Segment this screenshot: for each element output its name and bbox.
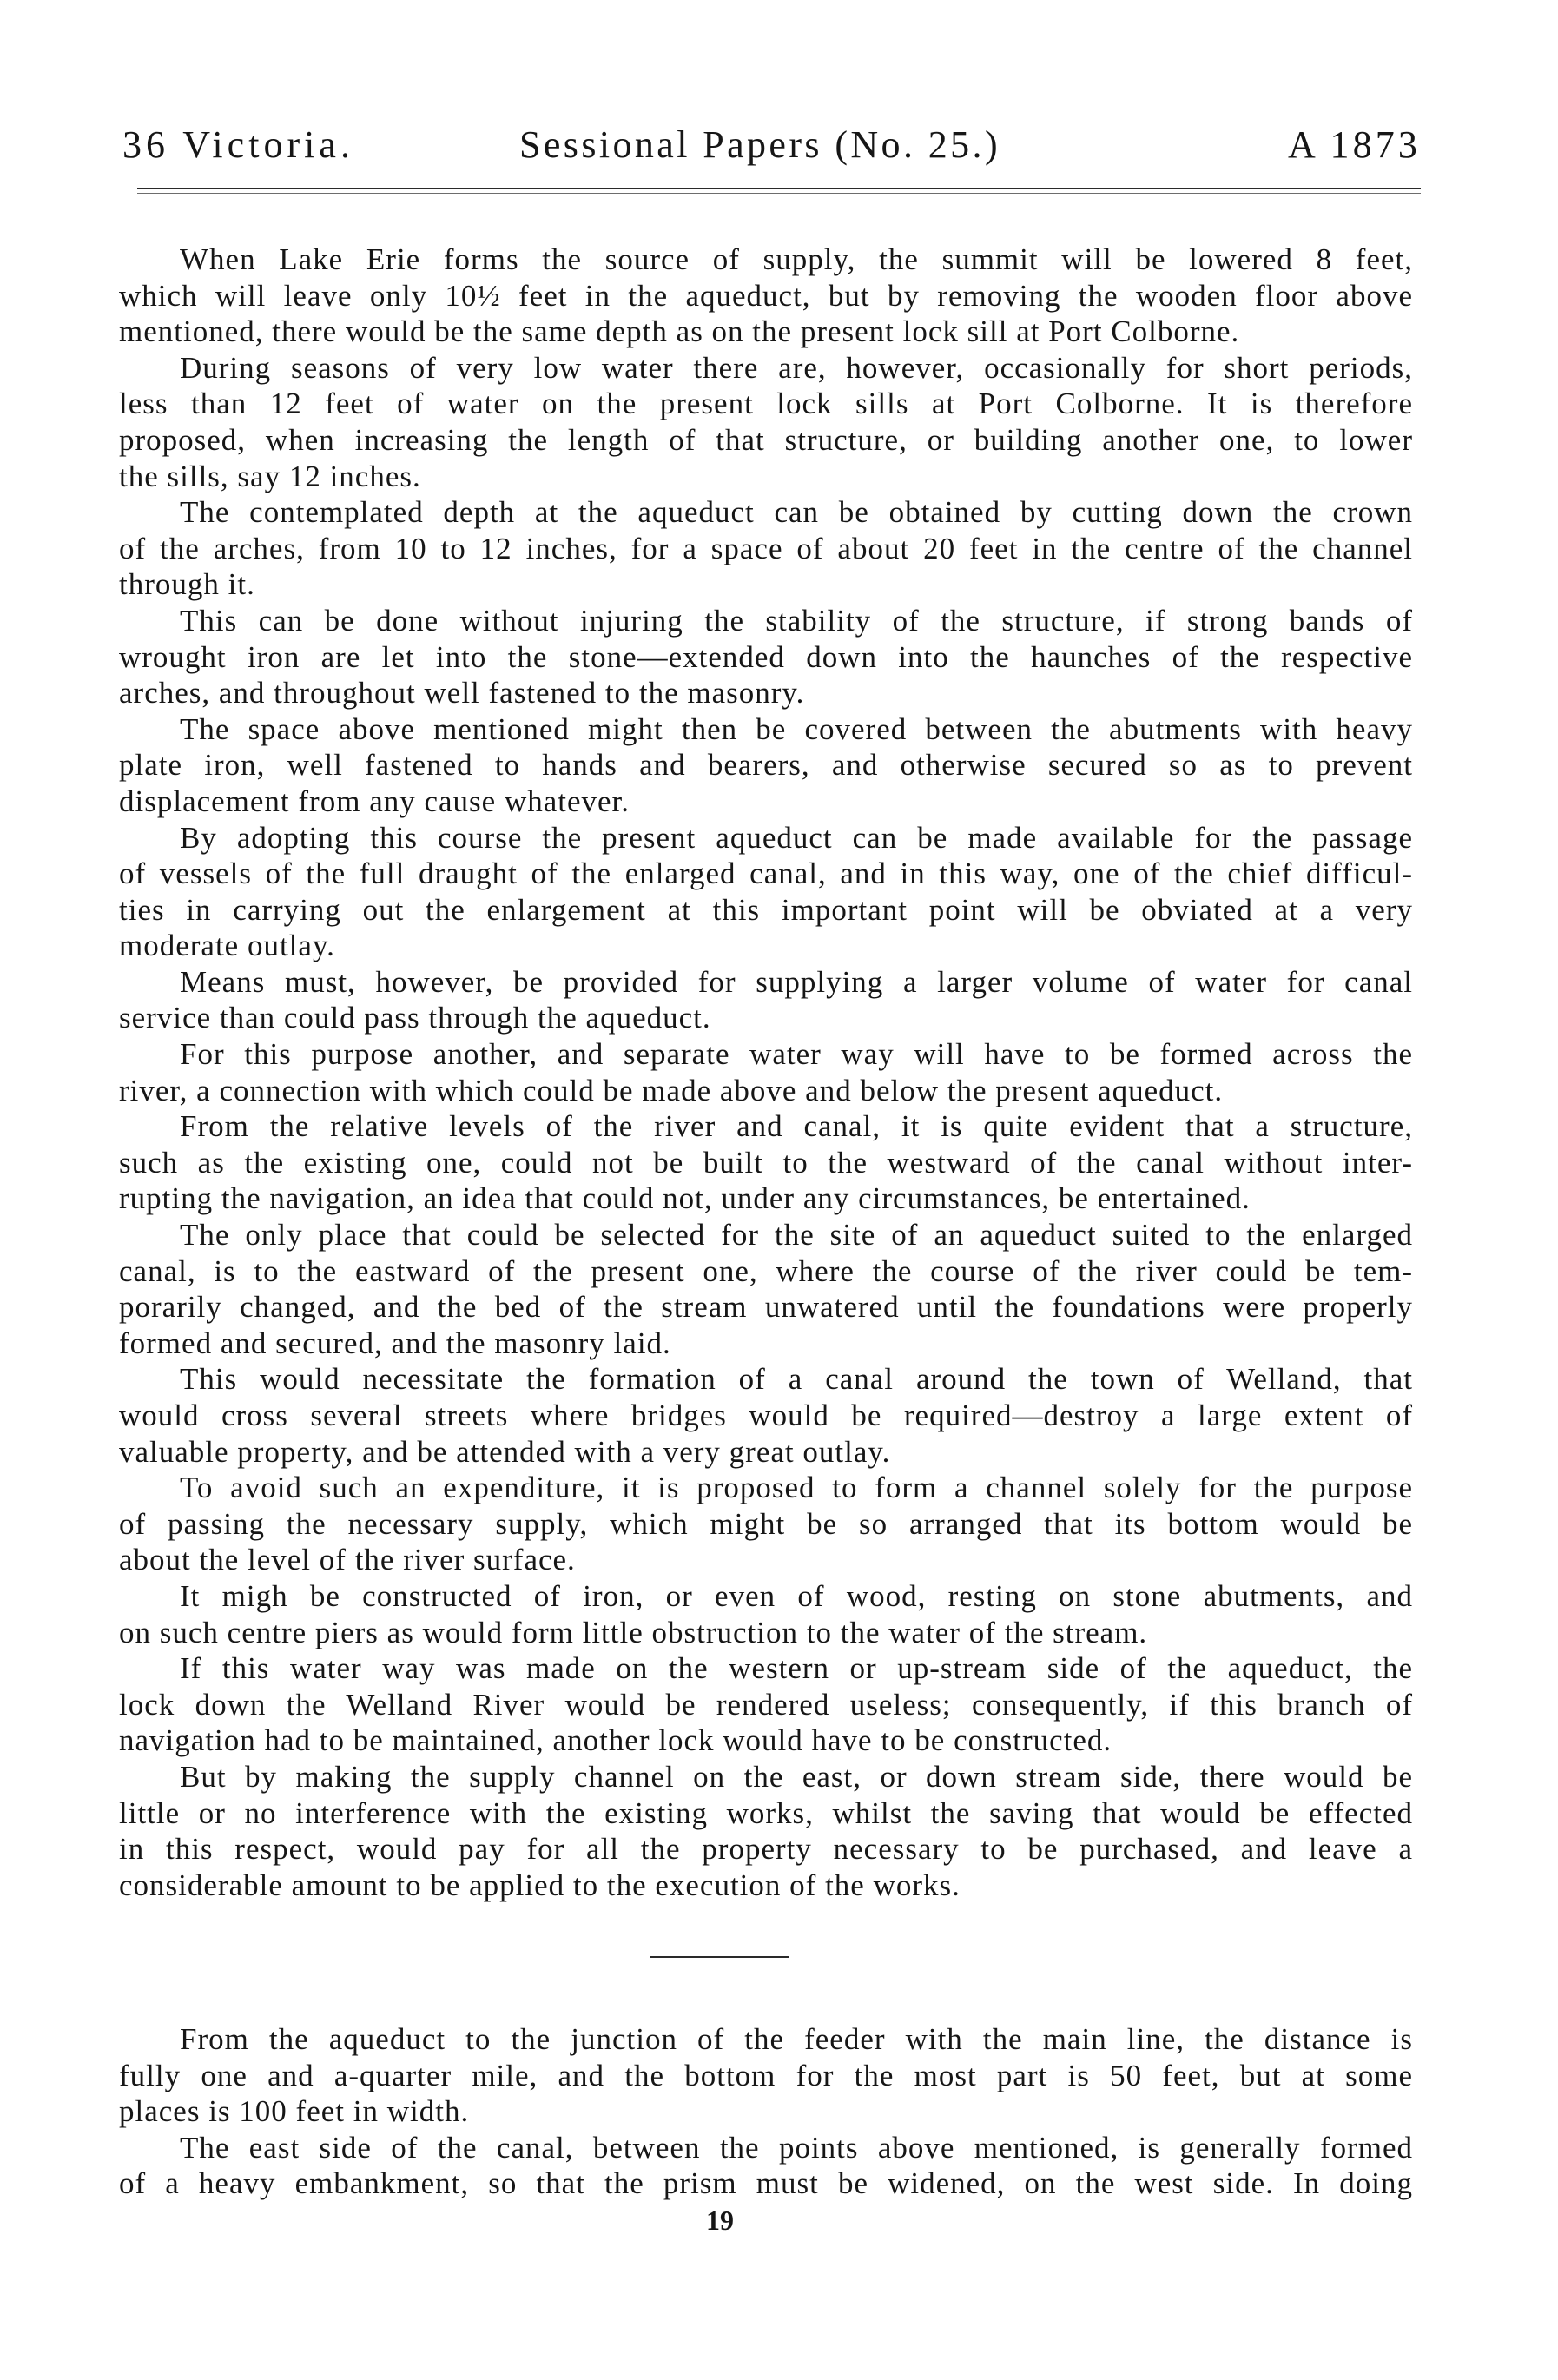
line-text: ties in carrying out the enlargement at this important point will be obviated at a very bbox=[119, 892, 1413, 927]
line-text: little or no interference with the existing works, whilst the saving that would be effected bbox=[119, 1795, 1413, 1830]
paragraph bbox=[119, 1217, 1413, 1361]
header-title: Sessional Papers (No. 25.) bbox=[519, 123, 1000, 166]
text-line bbox=[119, 856, 1413, 892]
paragraph bbox=[119, 350, 1413, 494]
line-text: river, a connection with which could be made above and below the present aqueduct. bbox=[119, 1073, 1224, 1107]
text-line bbox=[119, 1615, 1413, 1651]
line-text: This can be done without injuring the stability of the structure, if strong bands of bbox=[180, 603, 1413, 638]
line-text: If this water way was made on the western or up-stream side of the aqueduct, the bbox=[180, 1651, 1413, 1686]
line-text: But by making the supply channel on the east, or down stream side, there would be bbox=[180, 1759, 1413, 1794]
text-line bbox=[119, 1000, 1413, 1036]
line-text: plate iron, well fastened to hands and bearers, and otherwise secured so as to prevent bbox=[119, 748, 1413, 783]
line-text: of a heavy embankment, so that the prism must be widened, on the west side. In doing bbox=[119, 2166, 1413, 2201]
text-line bbox=[119, 2021, 1413, 2058]
line-text: in this respect, would pay for all the property necessary to be purchased, and leave a bbox=[119, 1832, 1413, 1867]
text-line bbox=[119, 2093, 1413, 2130]
text-line bbox=[119, 1470, 1413, 1506]
text-line bbox=[119, 350, 1413, 387]
header-session: 36 Victoria. bbox=[122, 123, 354, 166]
text-line bbox=[119, 1073, 1413, 1109]
text-line bbox=[119, 531, 1413, 567]
text-line bbox=[119, 1289, 1413, 1326]
line-text: service than could pass through the aqueduct. bbox=[119, 1001, 711, 1035]
text-line bbox=[119, 1398, 1413, 1434]
body-section-main bbox=[119, 241, 1413, 1903]
text-line bbox=[119, 1506, 1413, 1543]
text-line bbox=[119, 314, 1413, 350]
text-line bbox=[119, 1253, 1413, 1290]
line-text: arches, and throughout well fastened to the masonry. bbox=[119, 676, 805, 711]
paragraph bbox=[119, 2021, 1413, 2130]
line-text: The east side of the canal, between the points above mentioned, is generally formed bbox=[180, 2130, 1413, 2165]
text-line bbox=[119, 1145, 1413, 1181]
text-line bbox=[119, 892, 1413, 929]
line-text: From the relative levels of the river and canal, it is quite evident that a structure, bbox=[180, 1109, 1413, 1144]
line-text: During seasons of very low water there are, however, occasionally for short periods, bbox=[180, 350, 1413, 385]
line-text: Means must, however, be provided for supplying a larger volume of water for canal bbox=[180, 964, 1413, 999]
line-text: on such centre piers as would form little obstruction to the water of the stream. bbox=[119, 1615, 1148, 1649]
line-text: From the aqueduct to the junction of the feeder with the main line, the distance is bbox=[180, 2022, 1413, 2056]
text-line bbox=[119, 1217, 1413, 1253]
line-text: mentioned, there would be the same depth as on the present lock sill at Port Colborne. bbox=[119, 314, 1240, 349]
paragraph bbox=[119, 1578, 1413, 1650]
line-text: rupting the navigation, an idea that could not, under any circumstances, be entertained. bbox=[119, 1181, 1251, 1216]
text-line bbox=[119, 603, 1413, 639]
paragraph bbox=[119, 964, 1413, 1036]
line-text: For this purpose another, and separate water way will have to be formed across the bbox=[180, 1037, 1413, 1072]
text-line bbox=[119, 386, 1413, 422]
text-line bbox=[119, 2058, 1413, 2094]
text-line bbox=[119, 1650, 1413, 1687]
text-line bbox=[119, 1578, 1413, 1615]
line-text: about the level of the river surface. bbox=[119, 1543, 576, 1577]
line-text: By adopting this course the present aqueduct can be made available for the passage bbox=[180, 820, 1413, 855]
paragraph bbox=[119, 1036, 1413, 1108]
line-text: It migh be constructed of iron, or even of wood, resting on stone abutments, and bbox=[180, 1578, 1413, 1613]
text-line bbox=[119, 459, 1413, 495]
text-line bbox=[119, 1722, 1413, 1759]
paragraph bbox=[119, 603, 1413, 711]
text-line bbox=[119, 1542, 1413, 1578]
text-line bbox=[119, 422, 1413, 459]
line-text: through it. bbox=[119, 567, 255, 602]
line-text: such as the existing one, could not be built to the westward of the canal without inter- bbox=[119, 1145, 1413, 1180]
text-line bbox=[119, 675, 1413, 711]
text-line bbox=[119, 1759, 1413, 1795]
line-text: canal, is to the eastward of the present one, where the course of the river could be tem- bbox=[119, 1253, 1413, 1288]
header-title-box bbox=[519, 122, 1000, 169]
text-line bbox=[119, 241, 1413, 278]
line-text: moderate outlay. bbox=[119, 929, 335, 963]
line-text: The contemplated depth at the aqueduct can be obtained by cutting down the crown bbox=[180, 495, 1413, 530]
paragraph bbox=[119, 241, 1413, 350]
line-text: places is 100 feet in width. bbox=[119, 2094, 470, 2129]
line-text: considerable amount to be applied to the execution of the works. bbox=[119, 1868, 961, 1902]
header-year: A 1873 bbox=[1288, 123, 1421, 166]
paragraph bbox=[119, 1108, 1413, 1217]
line-text: porarily changed, and the bed of the stream unwatered until the foundations were properly bbox=[119, 1290, 1413, 1325]
line-text: This would necessitate the formation of a canal around the town of Welland, that bbox=[180, 1362, 1413, 1397]
text-line bbox=[119, 1036, 1413, 1073]
text-line bbox=[119, 1795, 1413, 1832]
text-line bbox=[119, 964, 1413, 1001]
line-text: The only place that could be selected for the site of an aqueduct suited to the enlarged bbox=[180, 1218, 1413, 1253]
text-line bbox=[119, 1434, 1413, 1471]
line-text: of vessels of the full draught of the enlarged canal, and in this way, one of the chief difficul- bbox=[119, 856, 1413, 891]
text-line bbox=[119, 1180, 1413, 1217]
line-text: lock down the Welland River would be rendered useless; consequently, if this branch of bbox=[119, 1687, 1413, 1722]
line-text: of passing the necessary supply, which might be so arranged that its bottom would be bbox=[119, 1506, 1413, 1541]
text-line bbox=[119, 639, 1413, 676]
line-text: When Lake Erie forms the source of supply, the summit will be lowered 8 feet, bbox=[180, 242, 1413, 276]
page-number bbox=[677, 2203, 763, 2238]
header-rule bbox=[137, 188, 1421, 194]
text-line bbox=[119, 2165, 1413, 2202]
text-line bbox=[119, 783, 1413, 820]
paragraph bbox=[119, 494, 1413, 603]
line-text: fully one and a-quarter mile, and the bottom for the most part is 50 feet, but at some bbox=[119, 2058, 1413, 2092]
line-text: displacement from any cause whatever. bbox=[119, 783, 630, 818]
text-line bbox=[119, 566, 1413, 603]
line-text: The space above mentioned might then be covered between the abutments with heavy bbox=[180, 711, 1413, 746]
line-text: would cross several streets where bridges would be required—destroy a large extent of bbox=[119, 1398, 1413, 1432]
text-line bbox=[119, 1108, 1413, 1145]
line-text: valuable property, and be attended with a very great outlay. bbox=[119, 1434, 891, 1469]
text-line bbox=[119, 1326, 1413, 1362]
paragraph bbox=[119, 2130, 1413, 2202]
header-session-box bbox=[122, 122, 354, 169]
line-text: formed and secured, and the masonry laid. bbox=[119, 1326, 671, 1360]
body-section-continued bbox=[119, 2021, 1413, 2202]
header-year-box bbox=[1288, 122, 1421, 169]
text-line bbox=[119, 747, 1413, 783]
paragraph bbox=[119, 1759, 1413, 1903]
page-number-text: 19 bbox=[706, 2205, 734, 2236]
line-text: the sills, say 12 inches. bbox=[119, 459, 421, 493]
text-line bbox=[119, 1868, 1413, 1904]
paragraph bbox=[119, 1650, 1413, 1759]
line-text: To avoid such an expenditure, it is proposed to form a channel solely for the purpose bbox=[180, 1471, 1413, 1505]
paragraph bbox=[119, 820, 1413, 964]
text-line bbox=[119, 1361, 1413, 1398]
line-text: which will leave only 10½ feet in the aqueduct, but by removing the wooden floor above bbox=[119, 278, 1413, 313]
line-text: wrought iron are let into the stone—extended down into the haunches of the respective bbox=[119, 639, 1413, 674]
text-line bbox=[119, 2130, 1413, 2166]
text-line bbox=[119, 494, 1413, 531]
text-line bbox=[119, 711, 1413, 748]
text-line bbox=[119, 1831, 1413, 1868]
text-line bbox=[119, 928, 1413, 964]
line-text: proposed, when increasing the length of that structure, or building another one, to lower bbox=[119, 422, 1413, 457]
section-separator-rule bbox=[650, 1956, 789, 1958]
paragraph bbox=[119, 711, 1413, 820]
text-line bbox=[119, 820, 1413, 856]
text-line bbox=[119, 278, 1413, 314]
text-line bbox=[119, 1687, 1413, 1723]
paragraph bbox=[119, 1470, 1413, 1578]
line-text: of the arches, from 10 to 12 inches, for a space of about 20 feet in the centre of the channel bbox=[119, 531, 1413, 565]
line-text: less than 12 feet of water on the present lock sills at Port Colborne. It is therefore bbox=[119, 387, 1413, 421]
paragraph bbox=[119, 1361, 1413, 1470]
line-text: navigation had to be maintained, another lock would have to be constructed. bbox=[119, 1723, 1112, 1758]
